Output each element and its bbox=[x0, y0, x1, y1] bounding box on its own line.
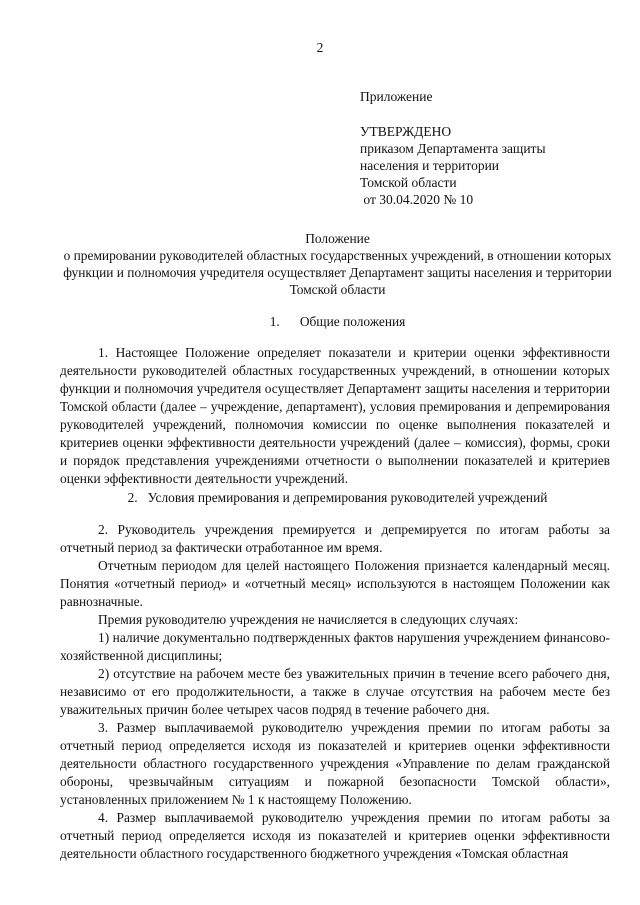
order-line: населения и территории bbox=[360, 158, 500, 173]
title-subtitle: о премировании руководителей областных государственных учреждений, в отношении которых функции и полномочия учредителя осуществляет Департамент защиты населения и территории Томской области bbox=[63, 248, 612, 297]
document-title bbox=[40, 230, 635, 298]
section-2-heading: 2. Условия премирования и депремирования руководителей учреждений bbox=[127, 490, 548, 505]
list-item: 2) отсутствие на рабочем месте без уважительных причин в течение всего рабочего дня, независимо от его продолжительности, а также в случае отсутствия на рабочем месте без уважительных причин более четырех часов подряд в течение рабочего дня. bbox=[60, 666, 610, 717]
attachment-label: Приложение bbox=[360, 89, 433, 104]
page-number: 2 bbox=[316, 40, 324, 55]
paragraph: Премия руководителю учреждения не начисляется в следующих случаях: bbox=[98, 612, 519, 627]
order-line: Томской области bbox=[360, 175, 457, 190]
section-2-body bbox=[60, 521, 610, 863]
paragraph: 3. Размер выплачиваемой руководителю учреждения премии по итогам работы за отчетный период определяется исходя из показателей и критериев оценки эффективности деятельности областного государственного учреждения «Управление по делам гражданской обороны, чрезвычайным ситуациям и пожарной безопасности Томской области», установленных приложением № 1 к настоящему Положению. bbox=[60, 720, 610, 807]
order-line: приказом Департамента защиты bbox=[360, 141, 546, 156]
title-heading: Положение bbox=[305, 231, 370, 246]
paragraph: 4. Размер выплачиваемой руководителю учреждения премии по итогам работы за отчетный период определяется исходя из показателей и критериев оценки эффективности деятельности областного государственного бюджетного учреждения «Томская областная bbox=[60, 810, 610, 861]
list-item: 1) наличие документально подтвержденных фактов нарушения учреждением финансово-хозяйственной дисциплины; bbox=[60, 630, 610, 663]
section-1-body bbox=[60, 344, 610, 488]
section-1-heading: 1. Общие положения bbox=[269, 314, 406, 329]
paragraph: Отчетным периодом для целей настоящего Положения признается календарный месяц. Понятия «отчетный период» и «отчетный месяц» используются в настоящем Положении как равнозначные. bbox=[60, 558, 610, 609]
approval-block bbox=[360, 88, 546, 208]
paragraph: 2. Руководитель учреждения премируется и депремируется по итогам работы за отчетный период за фактически отработанное им время. bbox=[60, 522, 610, 555]
paragraph: 1. Настоящее Положение определяет показатели и критерии оценки эффективности деятельности руководителей областных государственных учреждений, в отношении которых функции и полномочия учредителя осуществляет Департамент защиты населения и территории Томской области (далее – учреждение, департамент), условия премирования и депремирования руководителей учреждений, полномочия комиссии по оценке выполнения показателей и критериев оценки эффективности деятельности учреждений (далее – комиссия), формы, сроки и порядок представления учреждениями отчетности о выполнении показателей и критериев оценки эффективности деятельности учреждений. bbox=[60, 345, 610, 486]
order-date-line: от 30.04.2020 № 10 bbox=[360, 192, 474, 207]
approved-label: УТВЕРЖДЕНО bbox=[360, 124, 452, 139]
